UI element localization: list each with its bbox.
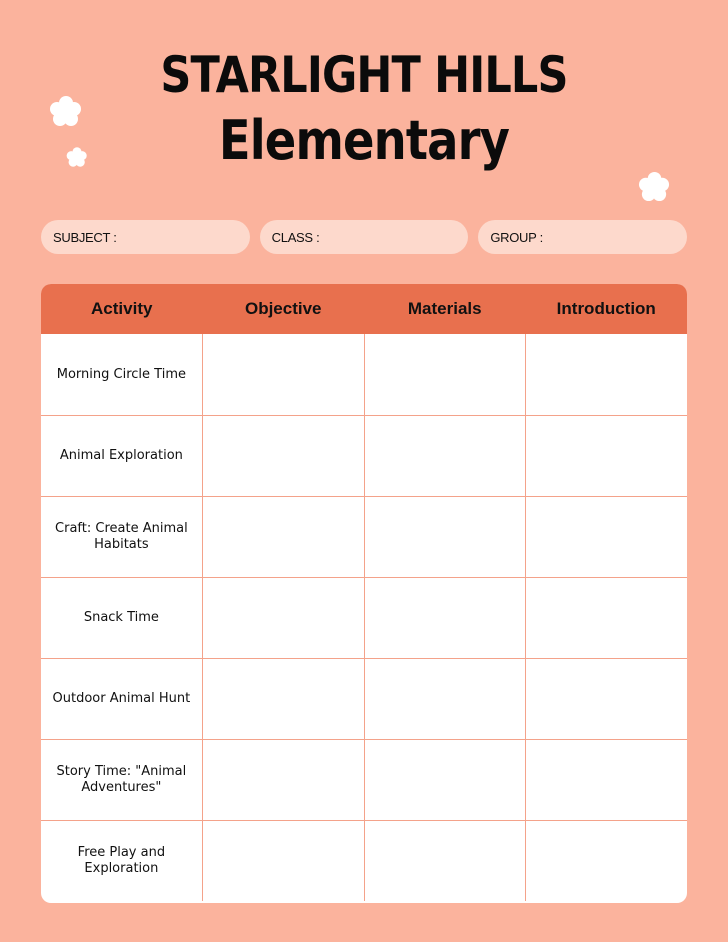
introduction-cell[interactable]: [525, 659, 687, 739]
activity-cell: Morning Circle Time: [56, 366, 186, 382]
objective-cell[interactable]: [202, 416, 364, 496]
materials-cell[interactable]: [364, 578, 526, 658]
introduction-cell[interactable]: [525, 740, 687, 820]
table-row: [41, 658, 687, 739]
column-header-objective: Objective: [244, 299, 322, 318]
activity-cell: Craft: Create Animal Habitats: [55, 521, 188, 552]
table-header: [41, 284, 687, 334]
subject-field[interactable]: [41, 220, 250, 254]
introduction-cell[interactable]: [525, 334, 687, 415]
class-label: CLASS :: [271, 229, 320, 245]
lesson-plan-table: [41, 284, 687, 903]
column-header-activity: Activity: [91, 299, 153, 318]
table-row: [41, 334, 687, 415]
table-row: [41, 577, 687, 658]
objective-cell[interactable]: [202, 740, 364, 820]
table-body: [41, 334, 687, 901]
group-label: GROUP :: [490, 229, 543, 245]
activity-cell: Story Time: "Animal Adventures": [56, 764, 187, 795]
activity-cell: Snack Time: [83, 610, 159, 625]
introduction-cell[interactable]: [525, 578, 687, 658]
info-fields: [41, 220, 687, 254]
introduction-cell[interactable]: [525, 821, 687, 901]
subject-label: SUBJECT :: [53, 229, 117, 245]
materials-cell[interactable]: [364, 659, 526, 739]
activity-cell: Animal Exploration: [59, 448, 183, 463]
table-row: [41, 820, 687, 901]
objective-cell[interactable]: [202, 497, 364, 577]
materials-cell[interactable]: [364, 497, 526, 577]
introduction-cell[interactable]: [525, 497, 687, 577]
table-row: [41, 496, 687, 577]
page-title-line2: Elementary: [218, 109, 510, 172]
flower-icon: [638, 170, 671, 203]
table-row: [41, 415, 687, 496]
flower-icon: [49, 94, 83, 128]
objective-cell[interactable]: [202, 578, 364, 658]
introduction-cell[interactable]: [525, 416, 687, 496]
activity-cell: Free Play and Exploration: [77, 845, 166, 876]
materials-cell[interactable]: [364, 334, 526, 415]
activity-cell: Outdoor Animal Hunt: [52, 691, 191, 706]
table-row: [41, 739, 687, 820]
column-header-introduction: Introduction: [556, 299, 656, 318]
column-header-materials: Materials: [407, 299, 482, 318]
objective-cell[interactable]: [202, 334, 364, 415]
materials-cell[interactable]: [364, 821, 526, 901]
page-title-line1: STARLIGHT HILLS: [160, 46, 568, 104]
materials-cell[interactable]: [364, 416, 526, 496]
group-field[interactable]: [478, 220, 687, 254]
materials-cell[interactable]: [364, 740, 526, 820]
class-field[interactable]: [260, 220, 469, 254]
flower-icon: [66, 146, 88, 168]
objective-cell[interactable]: [202, 821, 364, 901]
objective-cell[interactable]: [202, 659, 364, 739]
